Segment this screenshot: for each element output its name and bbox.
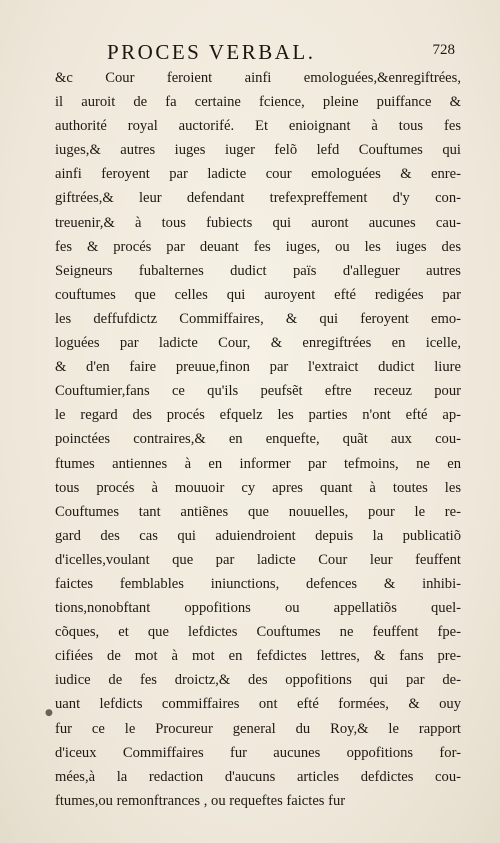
text-line: tions,nonobftant oppofitions ou appellatiõs quel-: [55, 600, 461, 617]
text-line: il auroit de fa certaine fcience, pleine puiffance &: [55, 94, 461, 111]
text-line: treuenir,& à tous fubiects qui auront aucunes cau-: [55, 214, 461, 231]
text-line: iuges,& autres iuges iuger felõ lefd Couftumes qui: [55, 142, 461, 159]
page-number: 728: [432, 42, 455, 58]
text-line: mées,à la redaction d'aucuns articles defdictes cou-: [55, 768, 461, 785]
text-line: faictes femblables iniunctions, defences & inhibi-: [55, 575, 461, 592]
text-line: fes & procés par deuant fes iuges, ou les iuges des: [55, 238, 461, 255]
text-line: Couftumier,fans ce qu'ils peufsẽt eftre receuz pour: [55, 383, 461, 400]
text-line: fur ce le Procureur general du Roy,& le rapport: [55, 720, 461, 737]
text-line: d'icelles,voulant que par ladicte Cour leur feuffent: [55, 551, 461, 568]
body-text: [55, 66, 461, 813]
ink-speck: ●: [45, 708, 53, 718]
text-line: gard des cas qui aduiendroient depuis la publicatiõ: [55, 527, 461, 544]
text-line: couftumes que celles qui auroyent efté redigées par: [55, 286, 461, 303]
text-line: & d'en faire preuue,finon par l'extraict dudict liure: [55, 359, 461, 376]
text-line: giftrées,& leur defendant trefexpreffement d'y con-: [55, 190, 461, 207]
text-line: ftumes antiennes à en informer par tefmoins, ne en: [55, 455, 461, 472]
text-line: les deffufdictz Commiffaires, & qui feroyent emo-: [55, 310, 461, 327]
text-line: tous procés à mouuoir cy apres quant à toutes les: [55, 479, 461, 496]
text-line: poinctées contraires,& en enquefte, quãt aux cou-: [55, 431, 461, 448]
text-line: loguées par ladicte Cour, & enregiftrées en icelle,: [55, 335, 461, 352]
text-line: ftumes,ou remonftrances , ou requeftes faictes fur: [55, 792, 346, 809]
text-line: authorité royal auctorifé. Et enioignant à tous fes: [55, 118, 461, 135]
running-title: PROCES VERBAL.: [107, 40, 316, 64]
text-line: Seigneurs fubalternes dudict païs d'alleguer autres: [55, 262, 461, 279]
text-line: uant lefdicts commiffaires ont efté formées, & ouy: [55, 696, 461, 713]
text-line: iudice de fes droictz,& des oppofitions qui par de-: [55, 672, 461, 689]
text-line: le regard des procés efquelz les parties n'ont efté ap-: [55, 407, 461, 424]
text-line: &c Cour feroient ainfi emologuées,&enregiftrées,: [55, 70, 461, 86]
text-line: ainfi feroyent par ladicte cour emologuées & enre-: [55, 166, 461, 183]
text-line: Couftumes tant antiẽnes que nouuelles, pour le re-: [55, 503, 461, 520]
text-line: cõques, et que lefdictes Couftumes ne feuffent fpe-: [55, 624, 461, 641]
text-line: cifiées de mot à mot en fefdictes lettres, & fans pre-: [55, 648, 461, 665]
page-header: [95, 36, 455, 66]
text-line: d'iceux Commiffaires fur aucunes oppofitions for-: [55, 744, 461, 761]
